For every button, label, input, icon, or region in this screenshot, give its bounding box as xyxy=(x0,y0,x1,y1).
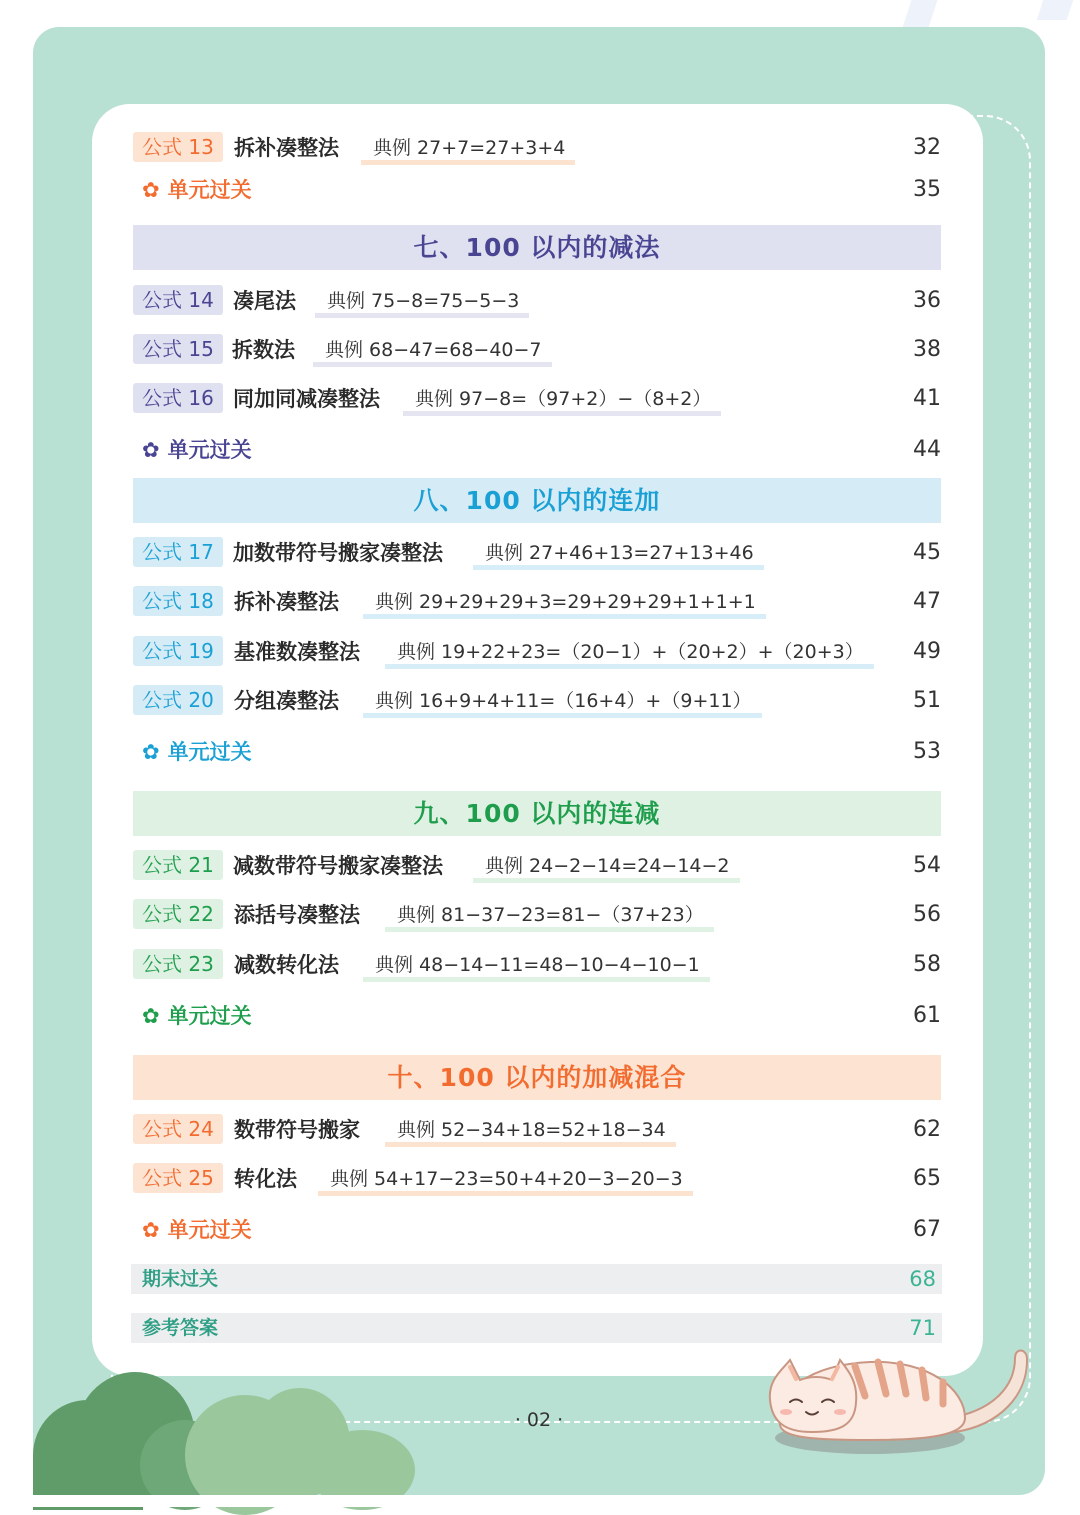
flower-icon: ✿ xyxy=(142,438,160,462)
final-review-label: 期末过关 xyxy=(142,1268,219,1290)
section-heading: 九、100 以内的连减 xyxy=(133,791,941,836)
unit-review-row[interactable] xyxy=(133,733,941,773)
flower-icon: ✿ xyxy=(142,1004,160,1028)
formula-example: 典例 68−47=68−40−7 xyxy=(313,333,552,367)
page-number: 41 xyxy=(913,386,941,411)
toc-row[interactable] xyxy=(133,1160,941,1200)
formula-title: 同加同减凑整法 xyxy=(233,387,380,411)
formula-example: 典例 19+22+23=（20−1）+（20+2）+（20+3） xyxy=(385,635,874,669)
toc-row[interactable] xyxy=(133,896,941,936)
formula-example: 典例 27+7=27+3+4 xyxy=(361,131,575,165)
unit-review-label xyxy=(142,173,252,207)
formula-title: 数带符号搬家 xyxy=(234,1118,360,1142)
final-review-row[interactable] xyxy=(131,1264,942,1294)
page-number: 44 xyxy=(913,437,941,462)
formula-title: 转化法 xyxy=(234,1167,297,1191)
flower-icon: ✿ xyxy=(142,1218,160,1242)
toc-row[interactable] xyxy=(133,129,941,169)
cat-cheek xyxy=(780,1409,792,1415)
page-number: 71 xyxy=(909,1316,936,1340)
unit-review-row[interactable] xyxy=(133,171,941,211)
toc-row[interactable] xyxy=(133,847,941,887)
formula-title: 凑尾法 xyxy=(233,289,296,313)
formula-title: 拆数法 xyxy=(232,338,295,362)
footer-page-number: · 02 · xyxy=(514,1409,564,1431)
page-number: 56 xyxy=(913,902,941,927)
flower-icon: ✿ xyxy=(142,740,160,764)
formula-example: 典例 48−14−11=48−10−4−10−1 xyxy=(363,948,710,982)
formula-title: 添括号凑整法 xyxy=(234,903,360,927)
unit-review-row[interactable] xyxy=(133,997,941,1037)
cat-cheek xyxy=(834,1409,846,1415)
page-number: 38 xyxy=(913,337,941,362)
formula-tag: 公式 17 xyxy=(133,537,223,567)
formula-tag: 公式 15 xyxy=(133,334,223,364)
background-stripe xyxy=(1037,0,1073,20)
toc-row[interactable] xyxy=(133,583,941,623)
unit-review-text: 单元过关 xyxy=(167,438,252,462)
toc-row[interactable] xyxy=(133,331,941,371)
page-number: 58 xyxy=(913,952,941,977)
toc-row[interactable] xyxy=(133,682,941,722)
frame-bottom-mask xyxy=(0,1495,1080,1507)
unit-review-label xyxy=(142,735,252,769)
page-number: 65 xyxy=(913,1166,941,1191)
formula-example: 典例 16+9+4+11=（16+4）+（9+11） xyxy=(363,684,762,718)
formula-example: 典例 75−8=75−5−3 xyxy=(315,284,529,318)
cat-head xyxy=(770,1360,856,1432)
unit-review-label xyxy=(142,999,252,1033)
page-number: 36 xyxy=(913,288,941,313)
page-number: 53 xyxy=(913,739,941,764)
unit-review-text: 单元过关 xyxy=(167,1004,252,1028)
toc-row[interactable] xyxy=(133,380,941,420)
section-heading: 七、100 以内的减法 xyxy=(133,225,941,270)
unit-review-label xyxy=(142,1213,252,1247)
page-number: 51 xyxy=(913,688,941,713)
formula-tag: 公式 24 xyxy=(133,1114,223,1144)
page-number: 45 xyxy=(913,540,941,565)
flower-icon: ✿ xyxy=(142,178,160,202)
formula-example: 典例 24−2−14=24−14−2 xyxy=(473,849,740,883)
toc-row[interactable] xyxy=(133,1111,941,1151)
unit-review-label xyxy=(142,433,252,467)
page-number: 67 xyxy=(913,1217,941,1242)
formula-title: 拆补凑整法 xyxy=(234,590,339,614)
page-number: 54 xyxy=(913,853,941,878)
answers-label: 参考答案 xyxy=(142,1317,219,1339)
formula-tag: 公式 20 xyxy=(133,685,223,715)
formula-tag: 公式 16 xyxy=(133,383,223,413)
formula-title: 拆补凑整法 xyxy=(234,136,339,160)
formula-title: 减数转化法 xyxy=(234,953,339,977)
unit-review-row[interactable] xyxy=(133,431,941,471)
answers-row[interactable] xyxy=(131,1313,942,1343)
cat-illustration xyxy=(760,1340,1035,1465)
toc-row[interactable] xyxy=(133,282,941,322)
formula-title: 加数带符号搬家凑整法 xyxy=(233,541,443,565)
page-number: 47 xyxy=(913,589,941,614)
formula-tag: 公式 19 xyxy=(133,636,223,666)
unit-review-row[interactable] xyxy=(133,1211,941,1251)
section-heading: 八、100 以内的连加 xyxy=(133,478,941,523)
formula-title: 分组凑整法 xyxy=(234,689,339,713)
formula-title: 基准数凑整法 xyxy=(234,640,360,664)
formula-tag: 公式 23 xyxy=(133,949,223,979)
formula-tag: 公式 18 xyxy=(133,586,223,616)
formula-example: 典例 27+46+13=27+13+46 xyxy=(473,536,764,570)
formula-tag: 公式 22 xyxy=(133,899,223,929)
unit-review-text: 单元过关 xyxy=(167,178,252,202)
page-number: 61 xyxy=(913,1003,941,1028)
formula-example: 典例 29+29+29+3=29+29+29+1+1+1 xyxy=(363,585,766,619)
formula-example: 典例 52−34+18=52+18−34 xyxy=(385,1113,676,1147)
formula-tag: 公式 14 xyxy=(133,285,223,315)
unit-review-text: 单元过关 xyxy=(167,1218,252,1242)
formula-example: 典例 81−37−23=81−（37+23） xyxy=(385,898,714,932)
page-number: 62 xyxy=(913,1117,941,1142)
formula-example: 典例 54+17−23=50+4+20−3−20−3 xyxy=(318,1162,693,1196)
toc-row[interactable] xyxy=(133,633,941,673)
page-number: 35 xyxy=(913,177,941,202)
formula-title: 减数带符号搬家凑整法 xyxy=(233,854,443,878)
unit-review-text: 单元过关 xyxy=(167,740,252,764)
toc-row[interactable] xyxy=(133,946,941,986)
page-number: 32 xyxy=(913,135,941,160)
toc-row[interactable] xyxy=(133,534,941,574)
formula-tag: 公式 25 xyxy=(133,1163,223,1193)
page-number: 49 xyxy=(913,639,941,664)
formula-tag: 公式 21 xyxy=(133,850,223,880)
section-heading: 十、100 以内的加减混合 xyxy=(133,1055,941,1100)
formula-example: 典例 97−8=（97+2）−（8+2） xyxy=(403,382,721,416)
formula-tag: 公式 13 xyxy=(133,132,223,162)
page-number: 68 xyxy=(909,1267,936,1291)
